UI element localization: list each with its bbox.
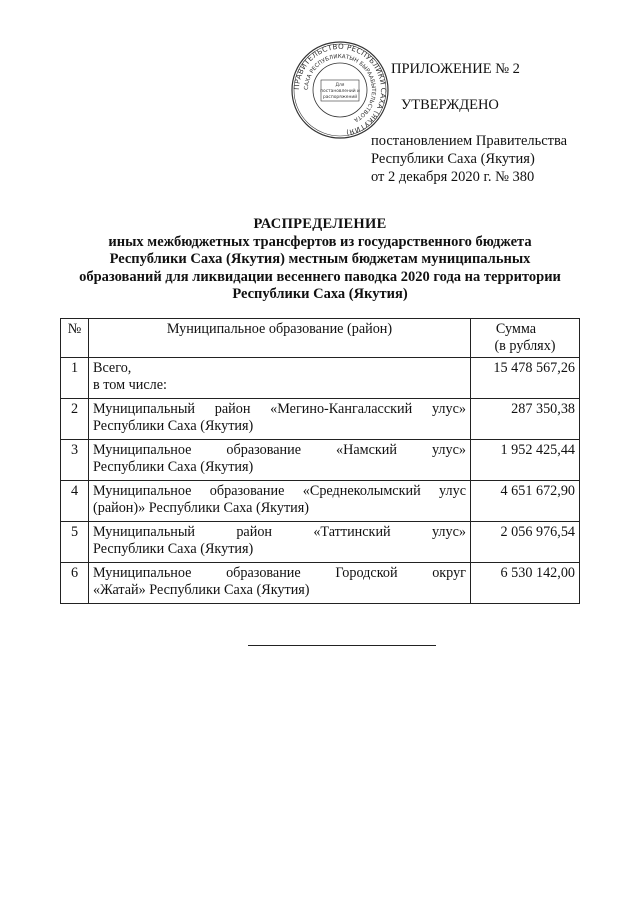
- row-sum: 6 530 142,00: [471, 563, 580, 604]
- table-row: [61, 481, 580, 522]
- row-num: 6: [61, 563, 89, 604]
- decree-line-3: от 2 декабря 2020 г. № 380: [371, 169, 535, 185]
- seal-center-line1: Для: [335, 83, 345, 88]
- seal-inner-text: САХА РЕСПУБЛИКАТЫН БЫРААБЫТЕЛЬСТВОТА: [303, 53, 377, 123]
- row-name: [89, 563, 471, 604]
- decree-reference: [371, 132, 567, 186]
- table-row: [61, 440, 580, 481]
- seal-outer-text: ПРАВИТЕЛЬСТВО РЕСПУБЛИКИ САХА (ЯКУТИЯ): [291, 41, 389, 138]
- row-num: 3: [61, 440, 89, 481]
- header-sum: [471, 319, 580, 358]
- row-name-line1: Муниципальное образование Городской округ: [93, 565, 466, 581]
- row-name-line2: «Жатай» Республики Саха (Якутия): [93, 582, 310, 598]
- decree-line-2: Республики Саха (Якутия): [371, 151, 535, 167]
- appendix-label: ПРИЛОЖЕНИЕ № 2: [391, 61, 520, 77]
- header-num: №: [61, 319, 89, 358]
- end-divider: [248, 645, 436, 646]
- title-line-4: Республики Саха (Якутия): [232, 286, 408, 302]
- document-title: [60, 216, 580, 304]
- row-sum: 15 478 567,26: [471, 358, 580, 399]
- seal-center-line2: постановлений и: [320, 89, 360, 94]
- row-num: 5: [61, 522, 89, 563]
- row-name-line1: Муниципальное образование «Намский улус»: [93, 442, 466, 458]
- seal-center-line3: распоряжений: [322, 95, 358, 100]
- table-row: [61, 358, 580, 399]
- row-name-line2: Республики Саха (Якутия): [93, 459, 254, 475]
- row-name-line1: Муниципальный район «Таттинский улус»: [93, 524, 466, 540]
- row-name: [89, 440, 471, 481]
- table-row: [61, 522, 580, 563]
- row-num: 1: [61, 358, 89, 399]
- distribution-table: [60, 318, 580, 604]
- row-name-line1: Муниципальное образование «Среднеколымский улус: [93, 483, 466, 499]
- row-name-line1: Всего,: [93, 360, 132, 376]
- table-row: [61, 399, 580, 440]
- header-name: Муниципальное образование (район): [89, 319, 471, 358]
- decree-line-1: постановлением Правительства: [371, 133, 568, 149]
- title-main: РАСПРЕДЕЛЕНИЕ: [253, 216, 387, 232]
- row-sum: 2 056 976,54: [471, 522, 580, 563]
- header-sum-line2: (в рублях): [494, 338, 556, 354]
- row-name-line2: (район)» Республики Саха (Якутия): [93, 500, 310, 516]
- row-name-line2: Республики Саха (Якутия): [93, 541, 254, 557]
- table-row: [61, 563, 580, 604]
- row-name-line2: Республики Саха (Якутия): [93, 418, 254, 434]
- row-sum: 4 651 672,90: [471, 481, 580, 522]
- row-num: 2: [61, 399, 89, 440]
- row-num: 4: [61, 481, 89, 522]
- row-sum: 1 952 425,44: [471, 440, 580, 481]
- title-line-1: иных межбюджетных трансфертов из государственного бюджета: [108, 233, 532, 250]
- approved-label: УТВЕРЖДЕНО: [401, 97, 499, 113]
- row-name: [89, 358, 471, 399]
- row-name: [89, 399, 471, 440]
- row-name-line2: в том числе:: [93, 377, 167, 393]
- title-line-3: образований для ликвидации весеннего паводка 2020 года на территории: [79, 268, 561, 285]
- row-name: [89, 522, 471, 563]
- row-name: [89, 481, 471, 522]
- seal-graphic: [290, 40, 390, 140]
- official-seal: [290, 40, 390, 140]
- row-sum: 287 350,38: [471, 399, 580, 440]
- table-header-row: [61, 319, 580, 358]
- header-sum-line1: Сумма: [495, 321, 537, 337]
- title-line-2: Республики Саха (Якутия) местным бюджетам муниципальных: [109, 251, 531, 267]
- row-name-line1: Муниципальный район «Мегино-Кангаласский улус»: [93, 401, 466, 417]
